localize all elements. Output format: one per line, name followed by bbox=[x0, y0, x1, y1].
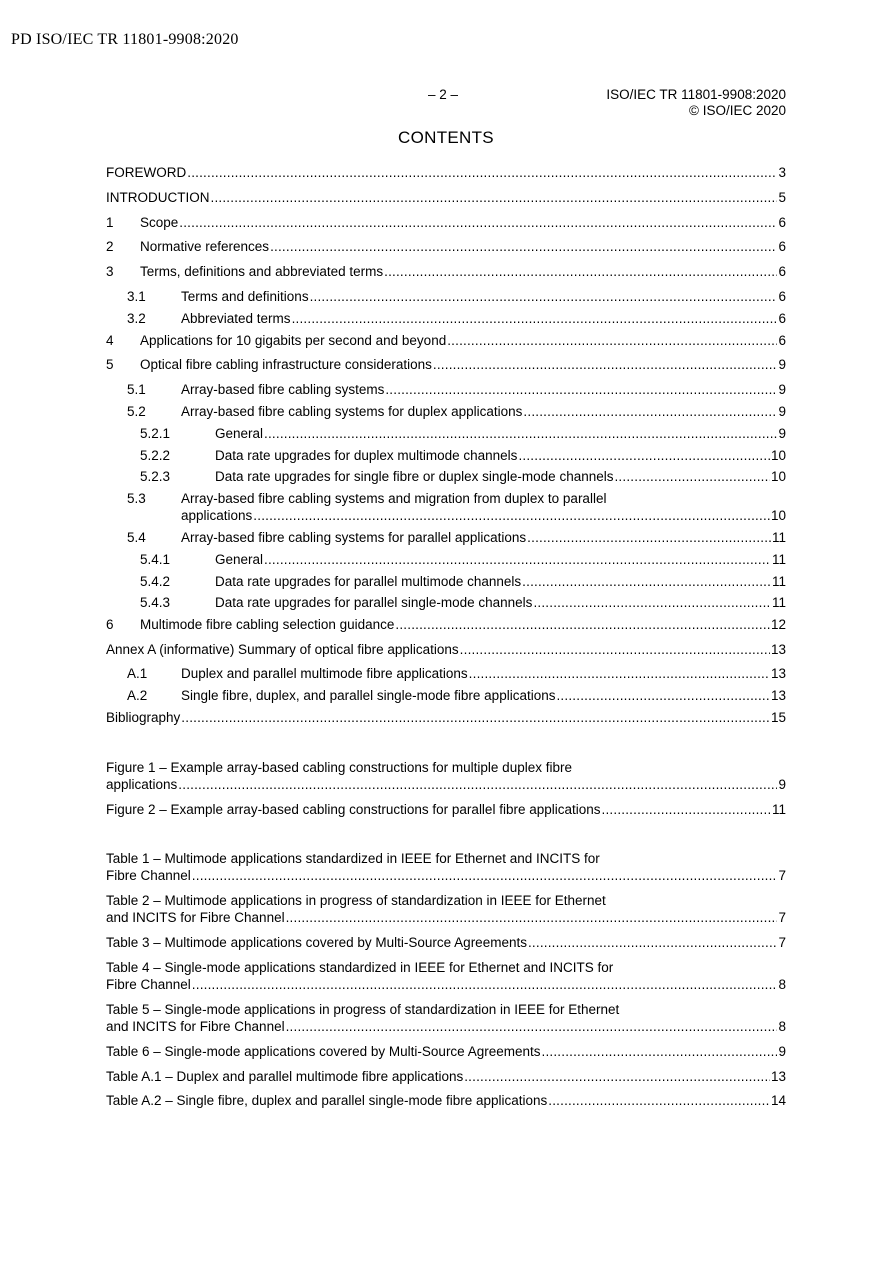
dot-leader bbox=[187, 164, 777, 181]
toc-entry-label: Figure 1 – Example array-based cabling constructions for multiple duplex fibre bbox=[106, 760, 572, 775]
toc-entry[interactable] bbox=[106, 616, 786, 633]
dot-leader bbox=[310, 288, 778, 305]
toc-entry-label: FOREWORD bbox=[106, 165, 187, 180]
toc-entry[interactable] bbox=[106, 403, 786, 420]
toc-entry-label: Duplex and parallel multimode fibre applications bbox=[181, 666, 468, 681]
toc-entry-label: Table 1 – Multimode applications standardized in IEEE for Ethernet and INCITS for bbox=[106, 851, 600, 866]
toc-entry[interactable] bbox=[106, 238, 786, 255]
toc-entry-label: Table A.2 – Single fibre, duplex and parallel single-mode fibre applications bbox=[106, 1093, 548, 1108]
toc-entry-label: Table 2 – Multimode applications in progress of standardization in IEEE for Ethernet bbox=[106, 893, 606, 908]
toc-entry-label: applications bbox=[181, 508, 253, 523]
toc-entry-label: Applications for 10 gigabits per second and beyond bbox=[140, 333, 447, 348]
toc-entry-label: Data rate upgrades for single fibre or duplex single-mode channels bbox=[215, 469, 614, 484]
toc-entry-number: 3 bbox=[106, 264, 114, 279]
toc-entry-label: Data rate upgrades for parallel multimode channels bbox=[215, 574, 522, 589]
toc-entry-label: Table 5 – Single-mode applications in progress of standardization in IEEE for Ethernet bbox=[106, 1002, 620, 1017]
toc-entry-page: 13 bbox=[770, 642, 786, 657]
table-list-entry[interactable] bbox=[106, 934, 786, 951]
toc-entry[interactable] bbox=[106, 356, 786, 373]
dot-leader bbox=[179, 214, 777, 231]
toc-entry[interactable] bbox=[106, 310, 786, 327]
dot-leader bbox=[548, 1092, 770, 1109]
toc-entry-number: 1 bbox=[106, 215, 114, 230]
toc-entry[interactable] bbox=[106, 189, 786, 206]
toc-entry-label: INTRODUCTION bbox=[106, 190, 210, 205]
toc-entry-number: 5.4.2 bbox=[140, 574, 171, 589]
toc-entry-label: Terms, definitions and abbreviated terms bbox=[140, 264, 384, 279]
dot-leader bbox=[384, 263, 777, 280]
contents-title: CONTENTS bbox=[398, 128, 494, 147]
toc-entry[interactable] bbox=[106, 332, 786, 349]
table-list-entry[interactable] bbox=[106, 1043, 786, 1060]
toc-entry-page: 6 bbox=[778, 215, 786, 230]
dot-leader bbox=[469, 665, 770, 682]
toc-entry-label: Table 4 – Single-mode applications standardized in IEEE for Ethernet and INCITS for bbox=[106, 960, 614, 975]
toc-entry[interactable] bbox=[106, 594, 786, 611]
table-list-entry[interactable] bbox=[106, 1092, 786, 1109]
toc-entry-label: Fibre Channel bbox=[106, 868, 191, 883]
dot-leader bbox=[286, 1018, 778, 1035]
toc-entry-number: 5.2.2 bbox=[140, 448, 171, 463]
toc-entry-number: 5.4.1 bbox=[140, 552, 171, 567]
toc-entry-label: Abbreviated terms bbox=[181, 311, 291, 326]
figure-list-entry[interactable] bbox=[106, 801, 786, 818]
toc-entry-label: Single fibre, duplex, and parallel single-mode fibre applications bbox=[181, 688, 556, 703]
toc-entry-page: 7 bbox=[778, 910, 786, 925]
toc-entry-label: Array-based fibre cabling systems for parallel applications bbox=[181, 530, 527, 545]
toc-entry-label: Array-based fibre cabling systems and migration from duplex to parallel bbox=[181, 491, 607, 506]
table-list-entry[interactable] bbox=[106, 892, 786, 926]
dot-leader bbox=[542, 1043, 778, 1060]
toc-entry-number: 5.1 bbox=[127, 382, 146, 397]
toc-entry-page: 9 bbox=[778, 1044, 786, 1059]
dot-leader bbox=[211, 189, 778, 206]
toc-entry[interactable] bbox=[106, 425, 786, 442]
toc-entry[interactable] bbox=[106, 164, 786, 181]
toc-entry[interactable] bbox=[106, 263, 786, 280]
toc-entry-page: 6 bbox=[778, 264, 786, 279]
dot-leader bbox=[264, 425, 777, 442]
toc-entry[interactable] bbox=[106, 687, 786, 704]
toc-entry-label: and INCITS for Fibre Channel bbox=[106, 1019, 285, 1034]
toc-entry-page: 6 bbox=[778, 311, 786, 326]
dot-leader bbox=[264, 551, 771, 568]
toc-entry-page: 9 bbox=[778, 777, 786, 792]
toc-entry[interactable] bbox=[106, 214, 786, 231]
toc-entry-label: Annex A (informative) Summary of optical fibre applications bbox=[106, 642, 459, 657]
toc-entry-page: 13 bbox=[770, 1069, 786, 1084]
toc-entry-label: and INCITS for Fibre Channel bbox=[106, 910, 285, 925]
toc-entry-page: 5 bbox=[778, 190, 786, 205]
toc-entry-label: Data rate upgrades for duplex multimode channels bbox=[215, 448, 518, 463]
toc-entry-page: 6 bbox=[778, 239, 786, 254]
toc-entry-number: 4 bbox=[106, 333, 114, 348]
copyright-notice: © ISO/IEC 2020 bbox=[689, 103, 786, 118]
dot-leader bbox=[292, 310, 778, 327]
document-id: PD ISO/IEC TR 11801-9908:2020 bbox=[11, 31, 239, 48]
table-of-contents bbox=[106, 0, 786, 1263]
dot-leader bbox=[533, 594, 771, 611]
toc-entry-number: 5.3 bbox=[127, 491, 146, 506]
toc-entry-page: 8 bbox=[778, 1019, 786, 1034]
toc-entry-page: 12 bbox=[770, 617, 786, 632]
figure-list-entry[interactable] bbox=[106, 759, 786, 793]
toc-entry-page: 11 bbox=[771, 802, 786, 817]
dot-leader bbox=[602, 801, 771, 818]
toc-entry-page: 3 bbox=[778, 165, 786, 180]
toc-entry-label: Table 3 – Multimode applications covered by Multi-Source Agreements bbox=[106, 935, 527, 950]
table-list-entry[interactable] bbox=[106, 1068, 786, 1085]
toc-entry-label: Bibliography bbox=[106, 710, 181, 725]
toc-entry-label: Figure 2 – Example array-based cabling constructions for parallel fibre applications bbox=[106, 802, 601, 817]
toc-entry-page: 9 bbox=[778, 382, 786, 397]
dot-leader bbox=[527, 529, 771, 546]
toc-entry-label: Normative references bbox=[140, 239, 270, 254]
toc-entry-label: Terms and definitions bbox=[181, 289, 309, 304]
toc-entry[interactable] bbox=[106, 551, 786, 568]
toc-entry-page: 14 bbox=[770, 1093, 786, 1108]
dot-leader bbox=[270, 238, 777, 255]
toc-entry-page: 11 bbox=[771, 552, 786, 567]
toc-entry-number: 3.1 bbox=[127, 289, 146, 304]
dot-leader bbox=[385, 381, 777, 398]
table-list-entry[interactable] bbox=[106, 959, 786, 993]
dot-leader bbox=[192, 867, 778, 884]
standard-number: ISO/IEC TR 11801-9908:2020 bbox=[606, 87, 786, 102]
dot-leader bbox=[253, 507, 770, 524]
dot-leader bbox=[522, 573, 771, 590]
toc-entry-number: 5 bbox=[106, 357, 114, 372]
toc-entry-number: 3.2 bbox=[127, 311, 146, 326]
toc-entry[interactable] bbox=[106, 665, 786, 682]
toc-entry-number: 5.2.3 bbox=[140, 469, 171, 484]
toc-entry-page: 13 bbox=[770, 666, 786, 681]
toc-entry-label: General bbox=[215, 552, 264, 567]
toc-entry-page: 7 bbox=[778, 868, 786, 883]
toc-entry[interactable] bbox=[106, 529, 786, 546]
toc-entry[interactable] bbox=[106, 709, 786, 726]
toc-entry-label: Fibre Channel bbox=[106, 977, 191, 992]
toc-entry-number: A.1 bbox=[127, 666, 148, 681]
dot-leader bbox=[192, 976, 778, 993]
toc-entry-number: 5.4 bbox=[127, 530, 146, 545]
toc-entry[interactable] bbox=[106, 288, 786, 305]
toc-entry-page: 10 bbox=[770, 469, 786, 484]
toc-entry-page: 6 bbox=[778, 289, 786, 304]
toc-entry-number: 5.2 bbox=[127, 404, 146, 419]
toc-entry-page: 9 bbox=[778, 404, 786, 419]
toc-entry[interactable] bbox=[106, 490, 786, 524]
toc-entry-label: Table 6 – Single-mode applications covered by Multi-Source Agreements bbox=[106, 1044, 541, 1059]
dot-leader bbox=[460, 641, 770, 658]
toc-entry-page: 8 bbox=[778, 977, 786, 992]
toc-entry-number: 2 bbox=[106, 239, 114, 254]
toc-entry-number: 5.4.3 bbox=[140, 595, 171, 610]
toc-entry-page: 9 bbox=[778, 426, 786, 441]
toc-entry-number: 6 bbox=[106, 617, 114, 632]
dot-leader bbox=[286, 909, 778, 926]
table-list-entry[interactable] bbox=[106, 1001, 786, 1035]
toc-entry[interactable] bbox=[106, 447, 786, 464]
dot-leader bbox=[614, 468, 769, 485]
dot-leader bbox=[464, 1068, 770, 1085]
toc-entry-page: 11 bbox=[771, 574, 786, 589]
toc-entry-label: Data rate upgrades for parallel single-mode channels bbox=[215, 595, 533, 610]
toc-entry-page: 10 bbox=[770, 448, 786, 463]
dot-leader bbox=[528, 934, 778, 951]
toc-entry-label: applications bbox=[106, 777, 178, 792]
toc-entry[interactable] bbox=[106, 468, 786, 485]
dot-leader bbox=[181, 709, 770, 726]
toc-entry-label: Scope bbox=[140, 215, 179, 230]
dot-leader bbox=[447, 332, 777, 349]
toc-entry-number: 5.2.1 bbox=[140, 426, 171, 441]
toc-entry-page: 6 bbox=[778, 333, 786, 348]
toc-entry-page: 9 bbox=[778, 357, 786, 372]
toc-entry-label: General bbox=[215, 426, 264, 441]
toc-entry-page: 10 bbox=[770, 508, 786, 523]
toc-entry[interactable] bbox=[106, 573, 786, 590]
toc-entry-page: 11 bbox=[771, 530, 786, 545]
toc-entry-label: Array-based fibre cabling systems for duplex applications bbox=[181, 404, 523, 419]
dot-leader bbox=[556, 687, 769, 704]
toc-entry-page: 15 bbox=[770, 710, 786, 725]
toc-entry-page: 7 bbox=[778, 935, 786, 950]
toc-entry-page: 11 bbox=[771, 595, 786, 610]
toc-entry[interactable] bbox=[106, 641, 786, 658]
dot-leader bbox=[433, 356, 778, 373]
dot-leader bbox=[518, 447, 770, 464]
toc-entry-label: Array-based fibre cabling systems bbox=[181, 382, 385, 397]
toc-entry-page: 13 bbox=[770, 688, 786, 703]
toc-entry[interactable] bbox=[106, 381, 786, 398]
dot-leader bbox=[523, 403, 777, 420]
toc-entry-label: Multimode fibre cabling selection guidance bbox=[140, 617, 395, 632]
page-number: – 2 – bbox=[428, 87, 459, 102]
table-list-entry[interactable] bbox=[106, 850, 786, 884]
toc-entry-label: Optical fibre cabling infrastructure considerations bbox=[140, 357, 432, 372]
dot-leader bbox=[395, 616, 770, 633]
toc-entry-number: A.2 bbox=[127, 688, 148, 703]
toc-entry-label: Table A.1 – Duplex and parallel multimode fibre applications bbox=[106, 1069, 464, 1084]
dot-leader bbox=[178, 776, 777, 793]
